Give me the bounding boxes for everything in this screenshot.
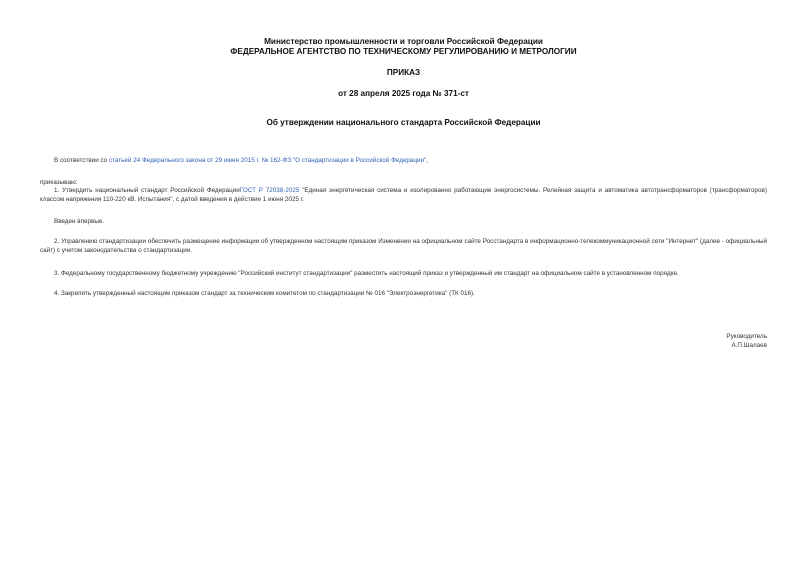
preamble-prefix: В соответствии со xyxy=(54,157,109,164)
item-1-prefix: 1. Утвердить национальный стандарт Российской Федерации xyxy=(54,187,240,194)
item-3-paragraph: 3. Федеральному государственному бюджетному учреждению "Российский институт стандартизации" разместить настоящий приказ и утвержденный им стандарт на официальном сайте в установленном порядке. xyxy=(54,270,679,277)
ministry-heading: Министерство промышленности и торговли Российской Федерации xyxy=(264,37,543,46)
preamble-suffix: , xyxy=(426,157,429,164)
signature-position: Руководитель xyxy=(726,333,767,340)
gost-standard-link[interactable]: ГОСТ Р 72038-2025 xyxy=(239,187,300,194)
item-1-paragraph xyxy=(40,187,767,204)
item-2-paragraph: 2. Управлению стандартизации обеспечить размещение информации об утвержденном настоящим приказом Изменении на официальном сайте Росстандарта в информационно-телекоммуникационной сети "Интернет" (далее - официальный сайт) с учетом законодательства о стандартизации. xyxy=(40,238,767,254)
introduced-note: Введен впервые. xyxy=(54,218,105,225)
signature-name: А.П.Шалаев xyxy=(731,342,767,349)
document-type: ПРИКАЗ xyxy=(386,68,421,77)
agency-heading: ФЕДЕРАЛЬНОЕ АГЕНТСТВО ПО ТЕХНИЧЕСКОМУ РЕГУЛИРОВАНИЮ И МЕТРОЛОГИИ xyxy=(230,47,577,56)
order-word: приказываю: xyxy=(40,179,78,186)
federal-law-link[interactable]: статьей 24 Федерального закона от 29 июня 2015 г. № 162-ФЗ "О стандартизации в Российской Федерации" xyxy=(108,157,427,164)
document-title: Об утверждении национального стандарта Российской Федерации xyxy=(266,118,541,127)
preamble-paragraph xyxy=(40,157,767,166)
item-4-paragraph: 4. Закрепить утвержденный настоящим приказом стандарт за техническим комитетом по стандартизации № 016 "Электроэнергетика" (ТК 016). xyxy=(54,290,475,297)
item-1-suffix: "Единая энергетическая система и изолированно работающие энергосистемы. Релейная защита и автоматика автотрансформаторов (трансформаторов) классом напряжения 110-220 кВ. Испытания", с датой введения в действие 1 июня 2025 г. xyxy=(40,187,768,203)
date-and-number: от 28 апреля 2025 года № 371-ст xyxy=(338,89,469,98)
